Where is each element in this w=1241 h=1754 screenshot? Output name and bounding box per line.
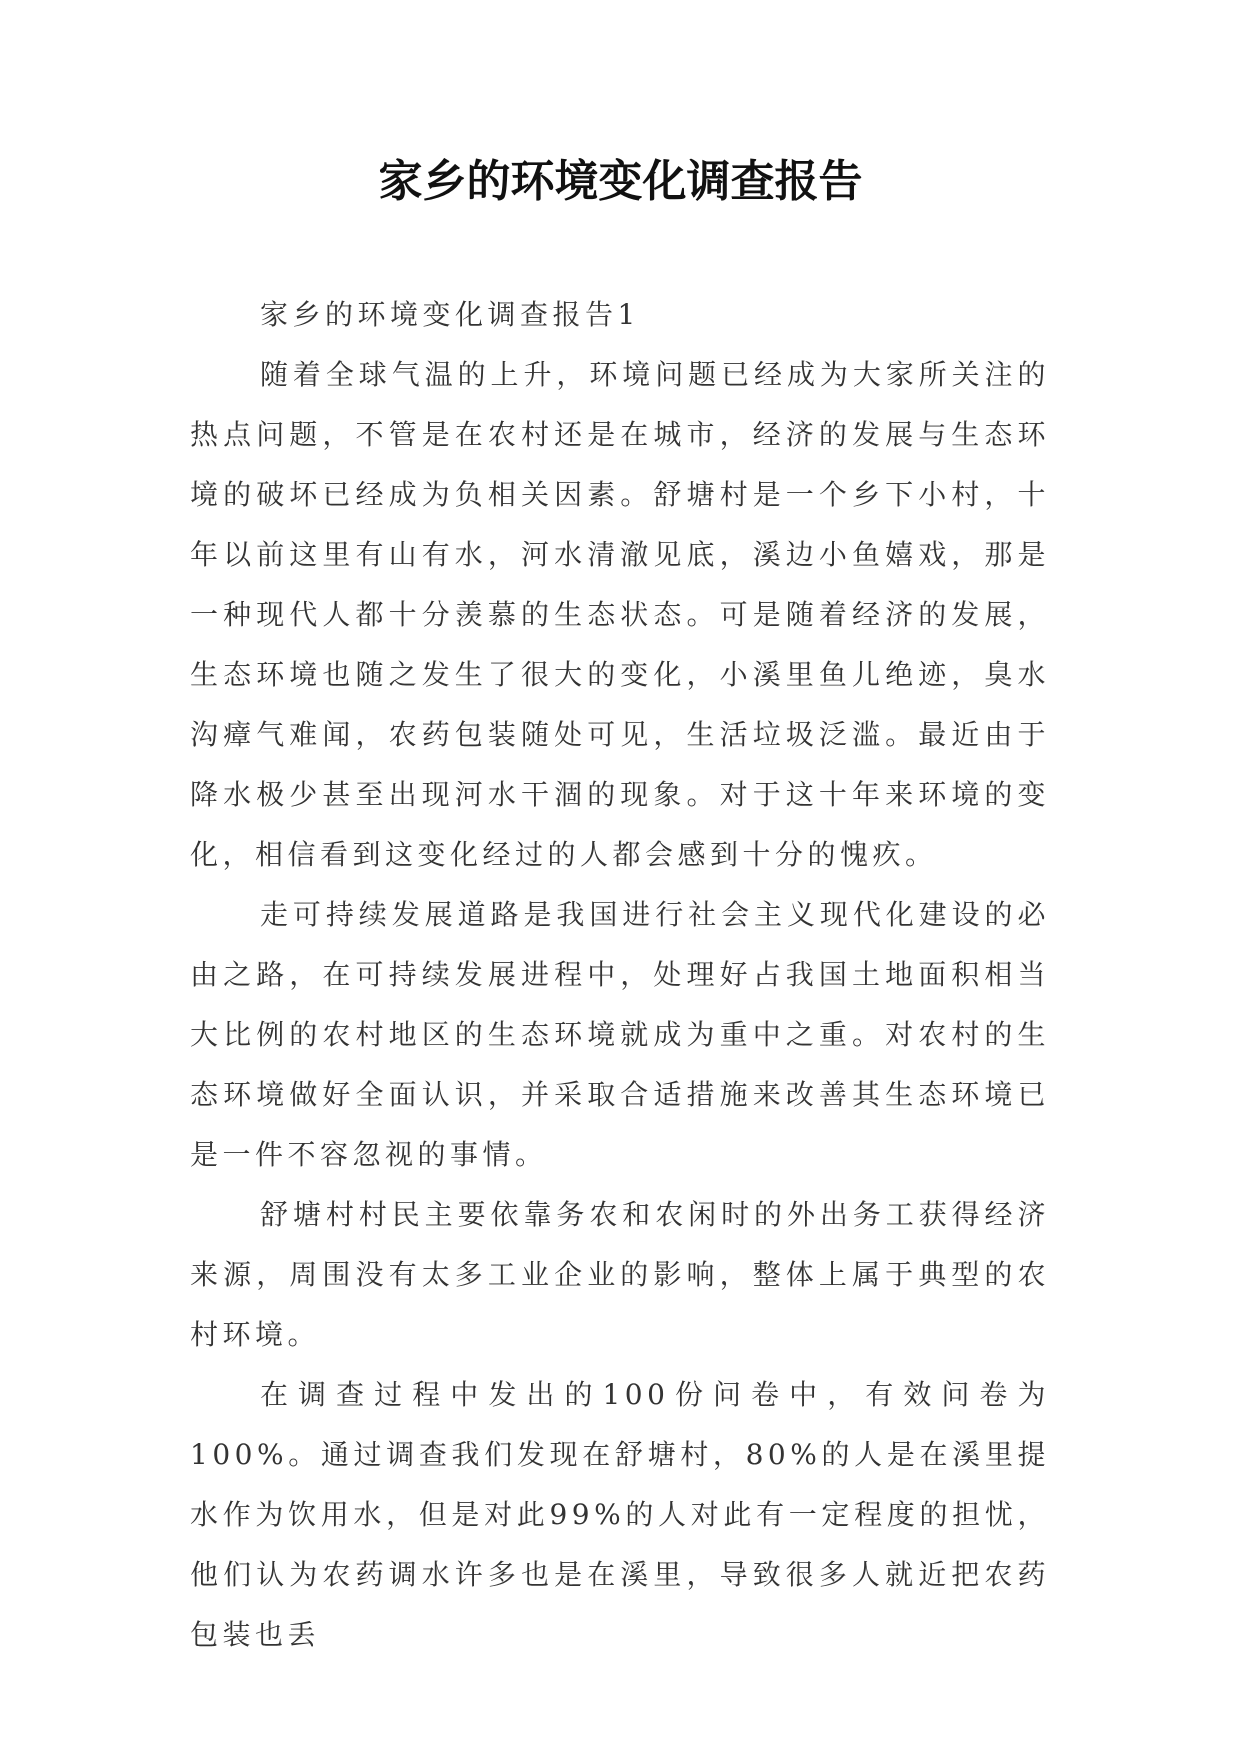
section-heading: 家乡的环境变化调查报告1 bbox=[260, 298, 640, 331]
paragraph: 在调查过程中发出的100份问卷中，有效问卷为100%。通过调查我们发现在舒塘村，80%的人是在溪里提水作为饮用水，但是对此99%的人对此有一定程度的担忧，他们认为农药调水许多也是在溪里，导致很多人就近把农药包装也丢 bbox=[190, 1378, 1050, 1651]
paragraph: 舒塘村村民主要依靠务农和农闲时的外出务工获得经济来源，周围没有太多工业企业的影响，整体上属于典型的农村环境。 bbox=[190, 1198, 1050, 1351]
document-title: 家乡的环境变化调查报告 bbox=[378, 156, 863, 207]
paragraph: 随着全球气温的上升，环境问题已经成为大家所关注的热点问题，不管是在农村还是在城市，经济的发展与生态环境的破坏已经成为负相关因素。舒塘村是一个乡下小村，十年以前这里有山有水，河水清澈见底，溪边小鱼嬉戏，那是一种现代人都十分羡慕的生态状态。可是随着经济的发展，生态环境也随之发生了很大的变化，小溪里鱼儿绝迹，臭水沟瘴气难闻，农药包装随处可见，生活垃圾泛滥。最近由于降水极少甚至出现河水干涸的现象。对于这十年来环境的变化，相信看到这变化经过的人都会感到十分的愧疚。 bbox=[190, 358, 1050, 871]
document-body bbox=[190, 285, 1050, 1665]
paragraph: 走可持续发展道路是我国进行社会主义现代化建设的必由之路，在可持续发展进程中，处理好占我国土地面积相当大比例的农村地区的生态环境就成为重中之重。对农村的生态环境做好全面认识，并采取合适措施来改善其生态环境已是一件不容忽视的事情。 bbox=[190, 898, 1050, 1171]
